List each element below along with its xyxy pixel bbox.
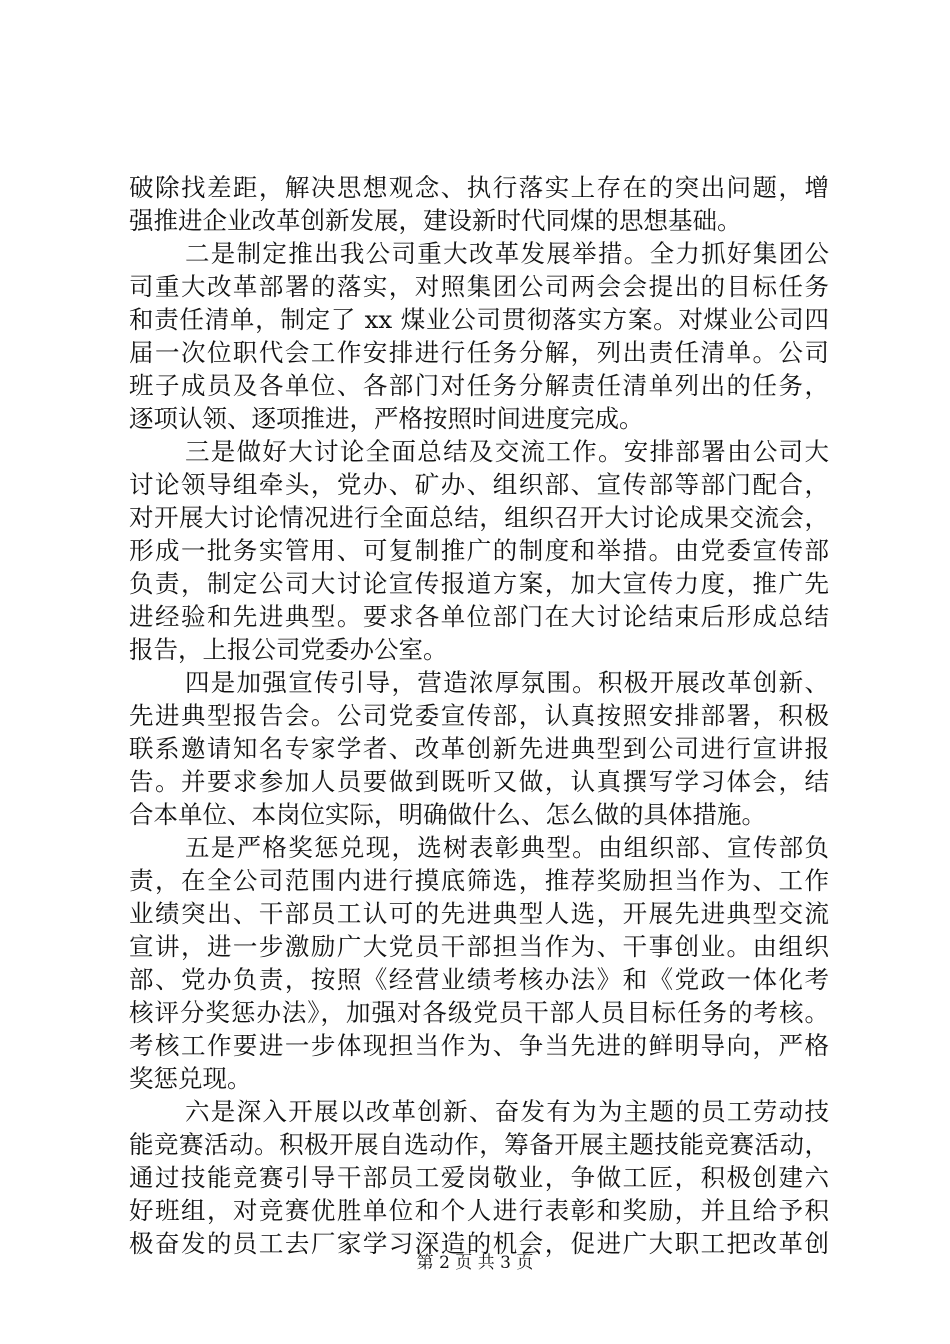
text-line: 三是做好大讨论全面总结及交流工作。安排部署由公司大 <box>185 437 829 466</box>
text-line: 报告，上报公司党委办公室。 <box>129 635 448 664</box>
text-line: 合本单位、本岗位实际，明确做什么、怎么做的具体措施。 <box>129 800 766 829</box>
text-line: 五是严格奖惩兑现，选树表彰典型。由组织部、宣传部负 <box>185 833 829 862</box>
text-line: 部、党办负责，按照《经营业绩考核办法》和《党政一体化考 <box>129 965 829 994</box>
text-line: 告。并要求参加人员要做到既听又做，认真撰写学习体会，结 <box>129 767 829 796</box>
text-line: 能竞赛活动。积极开展自选动作，筹备开展主题技能竞赛活动， <box>129 1130 829 1159</box>
text-line: 四是加强宣传引导，营造浓厚氛围。积极开展改革创新、 <box>185 668 829 697</box>
text-line: 破除找差距，解决思想观念、执行落实上存在的突出问题，增 <box>129 173 829 202</box>
text-line: 进经验和先进典型。要求各单位部门在大讨论结束后形成总结 <box>129 602 829 631</box>
document-body <box>129 171 829 1260</box>
text-line: 极奋发的员工去厂家学习深造的机会，促进广大职工把改革创 <box>129 1229 829 1258</box>
text-line: 宣讲，进一步激励广大党员干部担当作为、干事创业。由组织 <box>129 932 829 961</box>
text-line: 奖惩兑现。 <box>129 1064 252 1093</box>
text-line: 形成一批务实管用、可复制推广的制度和举措。由党委宣传部 <box>129 536 829 565</box>
text-line: 通过技能竞赛引导干部员工爱岗敬业，争做工匠，积极创建六 <box>129 1163 829 1192</box>
text-line: 二是制定推出我公司重大改革发展举措。全力抓好集团公 <box>185 239 829 268</box>
text-line: 业绩突出、干部员工认可的先进典型人选，开展先进典型交流 <box>129 899 829 928</box>
text-line: 逐项认领、逐项推进，严格按照时间进度完成。 <box>129 404 644 433</box>
text-line: 责，在全公司范围内进行摸底筛选，推荐奖励担当作为、工作 <box>129 866 829 895</box>
text-line: 核评分奖惩办法》，加强对各级党员干部人员目标任务的考核。 <box>129 998 829 1027</box>
text-line: 和责任清单，制定了 xx 煤业公司贯彻落实方案。对煤业公司四 <box>129 305 829 334</box>
text-line: 联系邀请知名专家学者、改革创新先进典型到公司进行宣讲报 <box>129 734 829 763</box>
text-line: 届一次位职代会工作安排进行任务分解，列出责任清单。公司 <box>129 338 829 367</box>
text-line: 讨论领导组牵头，党办、矿办、组织部、宣传部等部门配合， <box>129 470 829 499</box>
text-line: 六是深入开展以改革创新、奋发有为为主题的员工劳动技 <box>185 1097 829 1126</box>
text-line: 强推进企业改革创新发展，建设新时代同煤的思想基础。 <box>129 206 742 235</box>
text-line: 好班组，对竞赛优胜单位和个人进行表彰和奖励，并且给予积 <box>129 1196 829 1225</box>
text-line: 司重大改革部署的落实，对照集团公司两会会提出的目标任务 <box>129 272 829 301</box>
text-line: 班子成员及各单位、各部门对任务分解责任清单列出的任务， <box>129 371 829 400</box>
text-line: 考核工作要进一步体现担当作为、争当先进的鲜明导向，严格 <box>129 1031 829 1060</box>
page-footer: 第 2 页 共 3 页 <box>416 1253 534 1273</box>
text-line: 先进典型报告会。公司党委宣传部，认真按照安排部署，积极 <box>129 701 829 730</box>
text-line: 负责，制定公司大讨论宣传报道方案，加大宣传力度，推广先 <box>129 569 829 598</box>
text-line: 对开展大讨论情况进行全面总结，组织召开大讨论成果交流会， <box>129 503 829 532</box>
